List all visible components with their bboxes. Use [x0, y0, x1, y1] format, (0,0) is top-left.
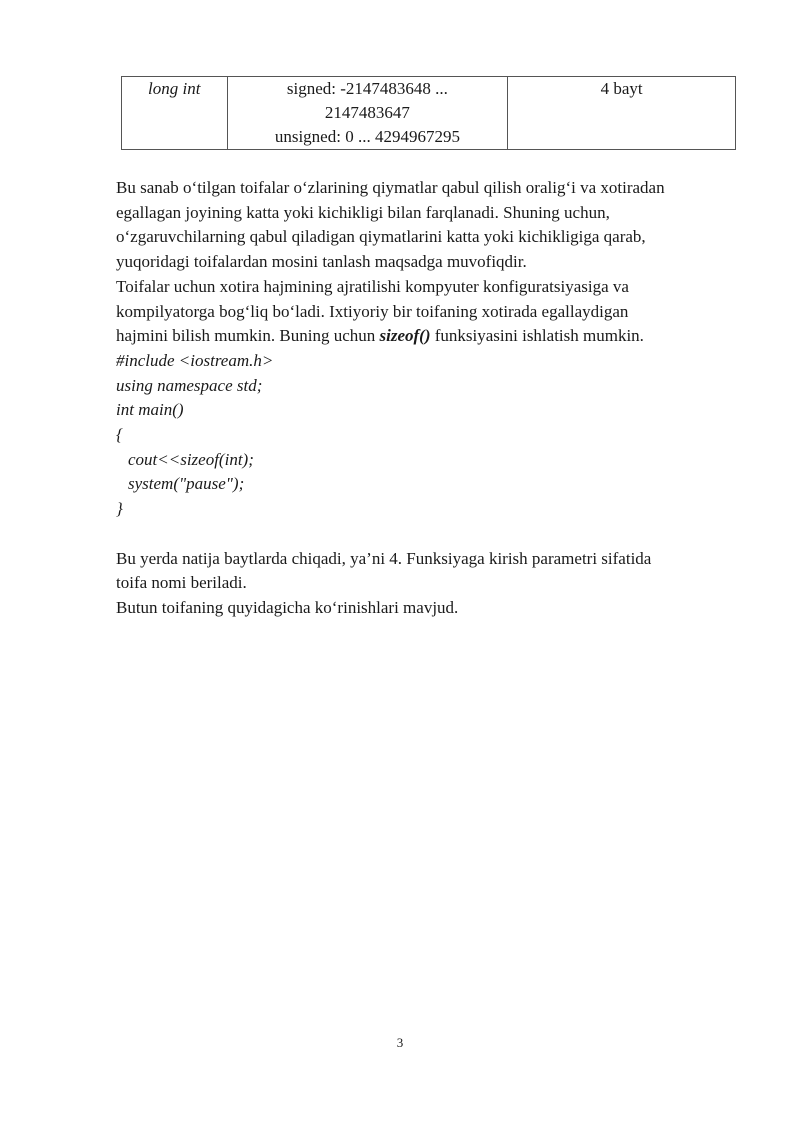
text-line	[116, 324, 746, 349]
text-line: Butun toifaning quyidagicha ko‘rinishlari mavjud.	[116, 597, 459, 617]
body-text	[116, 176, 746, 621]
paragraph-4	[116, 596, 746, 621]
text-line: Bu yerda natija baytlarda chiqadi, ya’ni 4. Funksiyaga kirish parametri sifatida	[116, 548, 652, 568]
paragraph-1	[116, 176, 746, 275]
code-line: int main()	[116, 400, 184, 420]
code-block	[116, 349, 746, 522]
text-fragment: funksiyasini ishlatish mumkin.	[430, 326, 644, 346]
paragraph-2	[116, 275, 746, 349]
code-line: using namespace std;	[116, 375, 263, 395]
blank-line	[116, 522, 746, 547]
code-line: system("pause");	[128, 474, 245, 494]
paragraph-3	[116, 547, 746, 596]
text-line: Bu sanab o‘tilgan toifalar o‘zlarining qiymatlar qabul qilish oralig‘i va xotiradan	[116, 178, 665, 197]
code-line: {	[116, 425, 123, 445]
text-line: Toifalar uchun xotira hajmining ajratilishi kompyuter konfiguratsiyasiga va	[116, 276, 629, 296]
text-fragment: hajmini bilish mumkin. Buning uchun	[116, 326, 380, 346]
text-line: o‘zgaruvchilarning qabul qiladigan qiymatlarini katta yoki kichikligiga qarab,	[116, 227, 646, 247]
page-number: 3	[396, 1035, 404, 1050]
range-line-signed-max: 2147483647	[324, 103, 410, 122]
type-name-cell: long int	[122, 77, 228, 150]
code-line: #include <iostream.h>	[116, 350, 274, 370]
text-line: kompilyatorga bog‘liq bo‘ladi. Ixtiyoriy bir toifaning xotirada egallaydigan	[116, 301, 629, 321]
data-types-table	[121, 76, 736, 150]
text-line: yuqoridagi toifalardan mosini tanlash maqsadga muvofiqdir.	[116, 252, 527, 272]
code-line: cout<<sizeof(int);	[128, 449, 254, 469]
code-line: }	[116, 499, 123, 519]
text-line: toifa nomi beriladi.	[116, 573, 247, 593]
range-line-signed: signed: -2147483648 ...	[286, 79, 448, 98]
size-cell: 4 bayt	[508, 77, 736, 150]
text-line: egallagan joyining katta yoki kichikligi bilan farqlanadi. Shuning uchun,	[116, 202, 610, 222]
range-cell	[227, 77, 508, 150]
sizeof-keyword: sizeof()	[379, 326, 431, 346]
range-line-unsigned: unsigned: 0 ... 4294967295	[274, 127, 460, 146]
table-row	[122, 77, 736, 150]
